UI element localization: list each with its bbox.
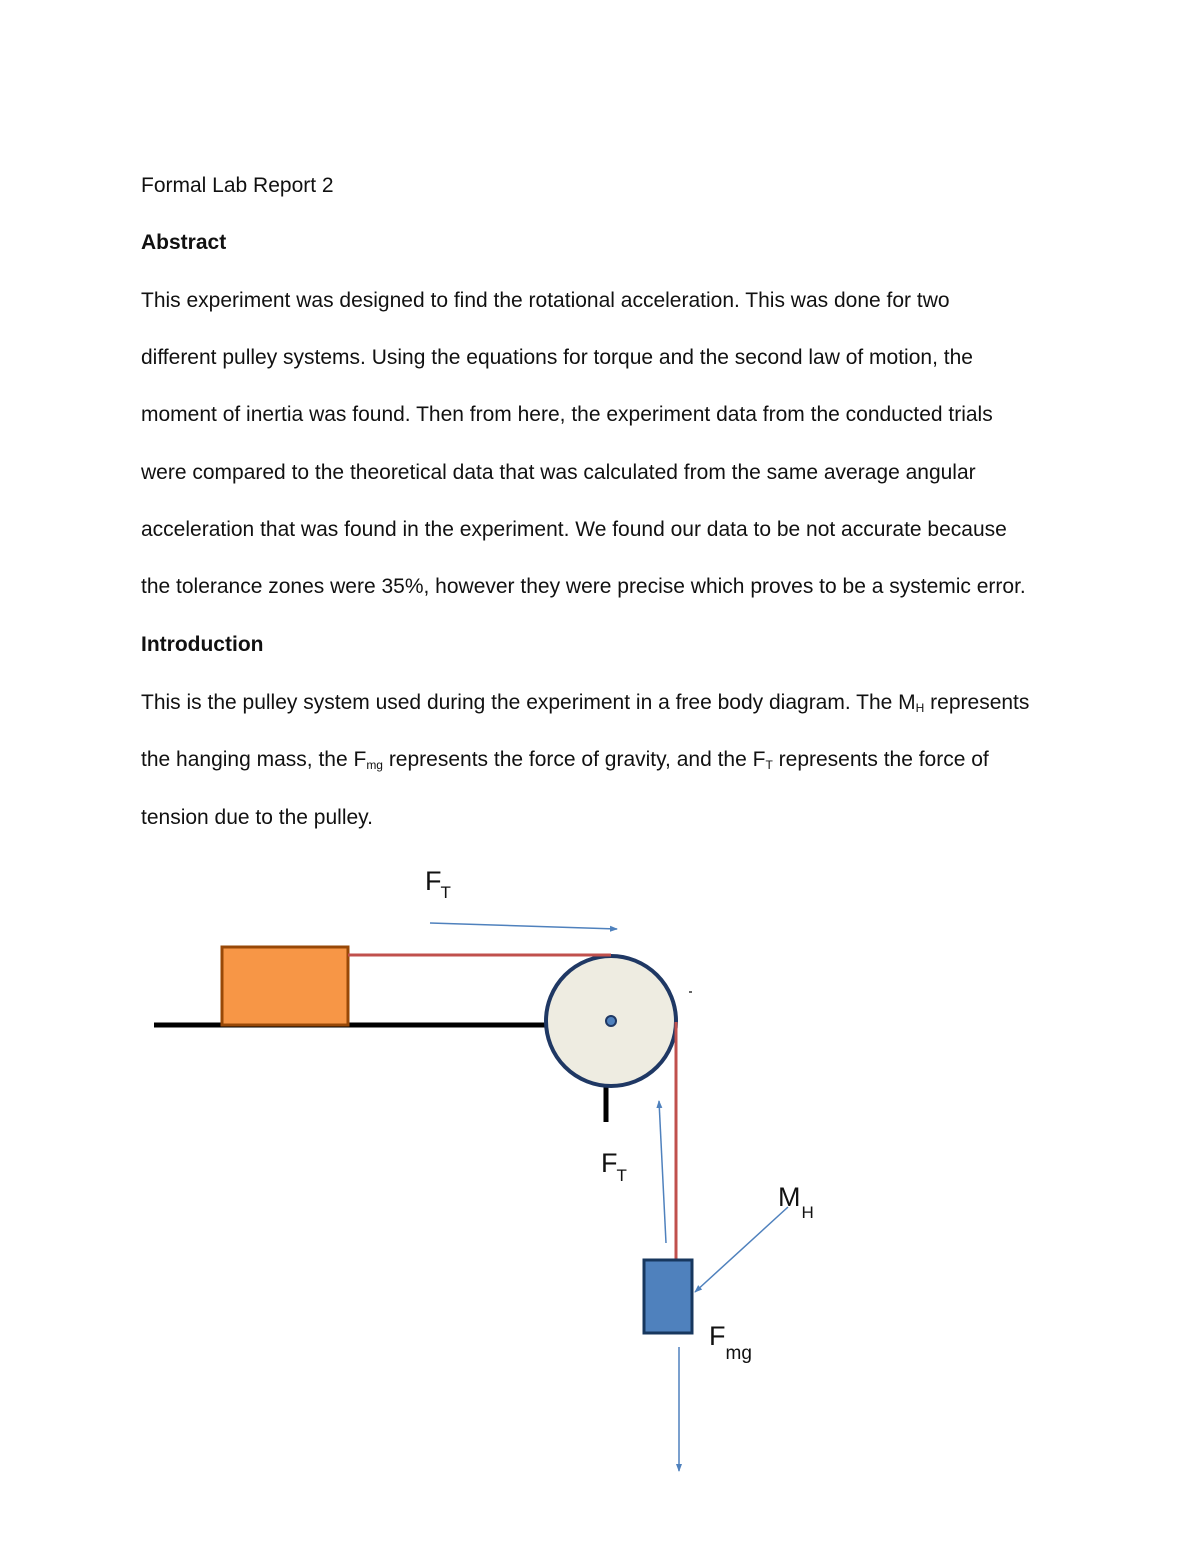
intro-line: tension due to the pulley. xyxy=(141,806,373,829)
pulley-free-body-diagram xyxy=(0,850,1200,1550)
tension-label-mid: FT xyxy=(601,1148,627,1185)
abstract-line: moment of inertia was found. Then from here, the experiment data from the conducted trials xyxy=(141,403,993,426)
pulley-axle xyxy=(606,1016,616,1026)
mass-pointer-arrow xyxy=(695,1207,788,1292)
abstract-line: the tolerance zones were 35%, however they were precise which proves to be a systemic error. xyxy=(141,575,1026,598)
abstract-line: This experiment was designed to find the rotational acceleration. This was done for two xyxy=(141,289,950,312)
introduction-heading: Introduction xyxy=(141,633,264,656)
tension-arrow-vertical xyxy=(659,1101,666,1243)
abstract-heading: Abstract xyxy=(141,231,227,254)
tension-arrow-horizontal xyxy=(430,923,617,929)
tension-label-top: FT xyxy=(425,866,451,902)
hanging-mass xyxy=(644,1260,692,1333)
report-title: Formal Lab Report 2 xyxy=(141,174,334,197)
gravity-label: $F_{mg}$ xyxy=(709,1321,752,1364)
abstract-line: different pulley systems. Using the equations for torque and the second law of motion, the xyxy=(141,346,973,369)
abstract-line: acceleration that was found in the experiment. We found our data to be not accurate because xyxy=(141,518,1007,541)
hanging-mass-label: $M_H$ xyxy=(778,1182,814,1222)
intro-line: This is the pulley system used during the experiment in a free body diagram. The $M_H$ represents xyxy=(141,691,1030,715)
intro-line: the hanging mass, the $F_{mg}$ represents the force of gravity, and the $F_T$ represents the force of xyxy=(141,748,989,772)
sliding-block xyxy=(222,947,348,1025)
abstract-line: were compared to the theoretical data that was calculated from the same average angular xyxy=(141,461,976,484)
